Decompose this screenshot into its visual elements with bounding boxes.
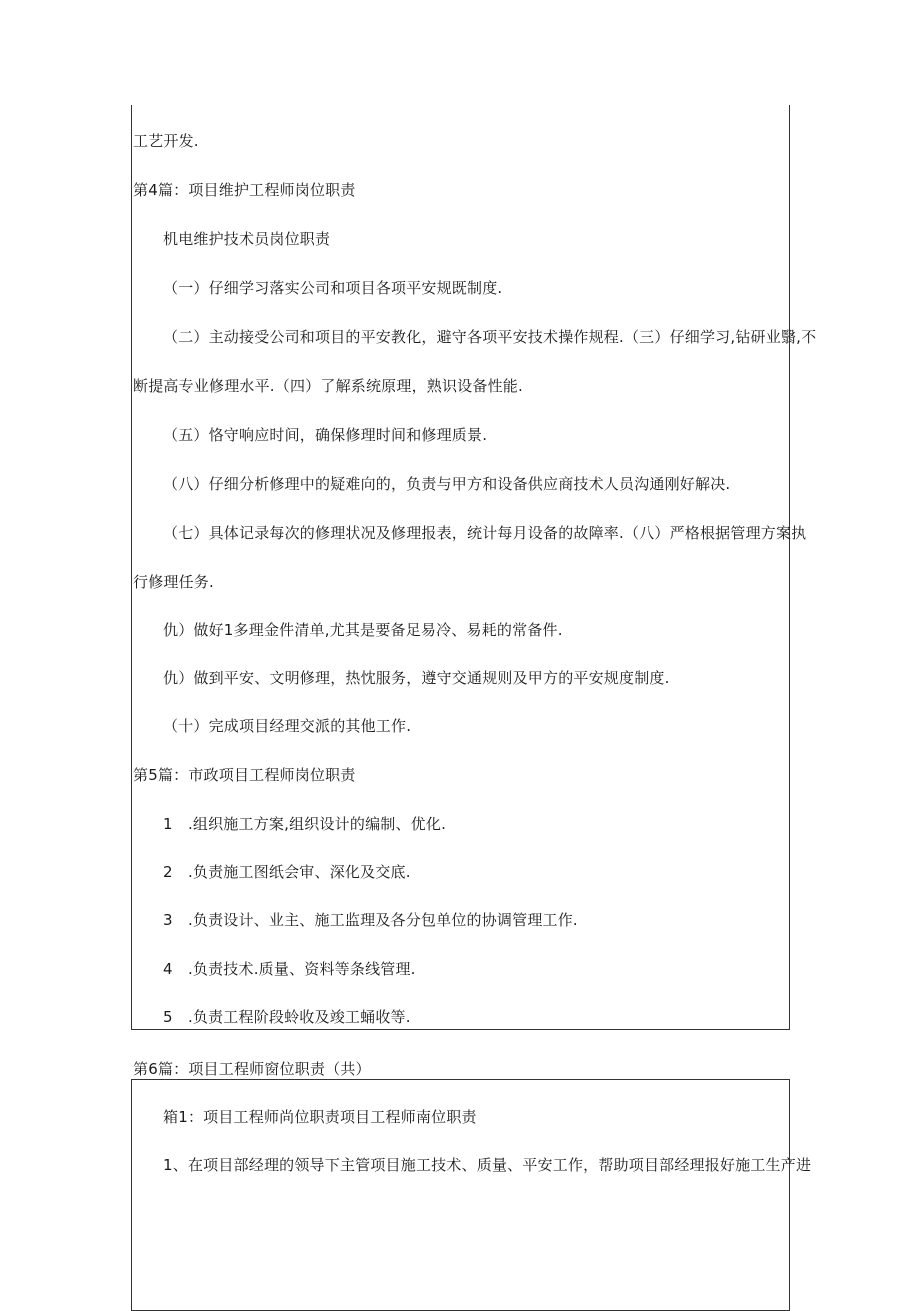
list-item: 5 .负责工程阶段蛉收及竣工蛹收等. [163,1008,411,1026]
section-heading-5: 第5篇：市政项目工程师岗位职责 [133,766,356,784]
text-line: 箱1：项目工程师尚位职责项目工程师南位职责 [163,1108,477,1126]
text-line: （七）具体记录每次的修理状况及修理报表，统计每月设备的故障率.（八）严格根据管理方案执 [163,524,807,542]
text-line: （一）仔细学习落实公司和项目各项平安规既制度. [163,279,503,297]
text-line: 仇）做好1多理金件清单,尤其是要备足易冷、易耗的常备件. [163,621,563,639]
list-item: 3 .负责设计、业主、施工监理及各分包单位的协调管理工作. [163,911,578,929]
text-line: 断提高专业修理水平.（四）了解系统原理，熟识设备性能. [133,377,523,395]
text-line: （二）主动接受公司和项目的平安教化，避守各项平安技术操作规程.（三）仔细学习,钻研业翳,不 [163,328,817,346]
text-line: （八）仔细分析修理中的疑难向的，负责与甲方和设备供应商技术人员沟通刚好解决. [163,475,731,493]
text-line: 仇）做到平安、文明修理，热忱服务，遵守交通规则及甲方的平安规度制度. [163,669,670,687]
list-item: 1 .组织施工方案,组织设计的编制、优化. [163,815,447,833]
section-heading-4: 第4篇：项目维护工程师岗位职责 [133,181,356,199]
text-line: （五）恪守响应时间，确保修理时间和修理质景. [163,426,488,444]
list-item: 4 .负责技术.质量、资料等条线管理. [163,960,416,978]
text-line: 1、在项目部经理的领导下主管项目施工技术、质量、平安工作，帮助项目部经理报好施工生产进 [163,1156,812,1174]
text-line: 机电维护技术员岗位职责 [163,230,331,248]
text-line: 行修理任务. [133,573,214,591]
text-line: （十）完成项目经理交派的其他工作. [163,717,412,735]
list-item: 2 .负责施工图纸会审、深化及交底. [163,863,411,881]
section-heading-6: 第6篇：项目工程师窗位职责（共） [133,1060,371,1078]
text-line: 工艺开发. [133,132,199,150]
